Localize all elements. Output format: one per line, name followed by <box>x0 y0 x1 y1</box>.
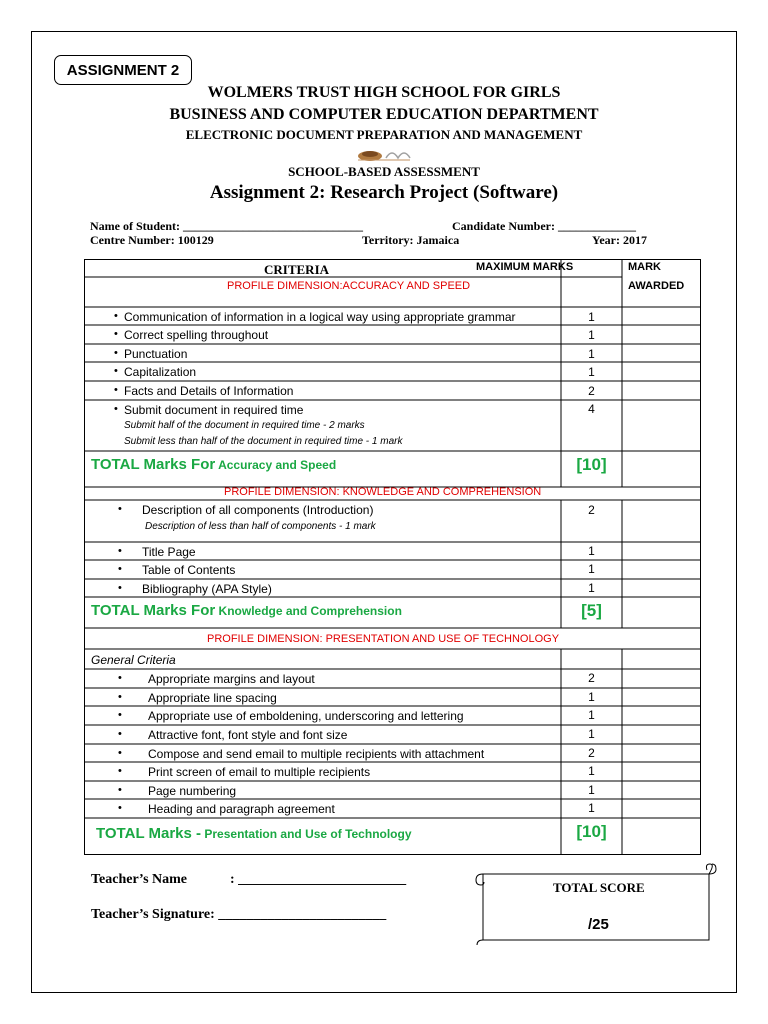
criterion-max: 2 <box>588 671 595 685</box>
criteria-table <box>84 259 701 855</box>
general-criteria-label: General Criteria <box>91 653 176 667</box>
page-title: Assignment 2: Research Project (Software) <box>209 182 559 203</box>
bullet-icon: • <box>114 403 118 415</box>
teacher-signature-field[interactable]: Teacher’s Signature: ________________________ <box>91 907 387 922</box>
teacher-name-field[interactable]: : ________________________ <box>230 872 407 887</box>
column-header-max: MAXIMUM MARKS <box>476 261 574 273</box>
criterion-max: 4 <box>588 402 595 416</box>
school-name: WOLMERS TRUST HIGH SCHOOL FOR GIRLS <box>207 84 561 101</box>
criterion-max: 1 <box>588 310 595 324</box>
column-header-awarded: AWARDED <box>628 280 685 292</box>
bullet-icon: • <box>118 563 122 575</box>
bullet-icon: • <box>114 365 118 377</box>
subject-name: ELECTRONIC DOCUMENT PREPARATION AND MANAGEMENT <box>185 127 583 142</box>
criterion-label: Compose and send email to multiple recipients with attachment <box>148 747 485 761</box>
criterion-max: 1 <box>588 562 595 576</box>
criterion-label: Attractive font, font style and font size <box>148 728 348 742</box>
total-knowledge-value: [5] <box>581 601 602 620</box>
criterion-note: Submit less than half of the document in required time - 1 mark <box>124 436 403 447</box>
criterion-label: Capitalization <box>124 365 197 379</box>
bullet-icon: • <box>114 328 118 340</box>
bullet-icon: • <box>118 672 122 684</box>
criterion-max: 1 <box>588 708 595 722</box>
criterion-label: Description of all components (Introduction) <box>142 503 374 517</box>
criterion-max: 1 <box>588 365 595 379</box>
total-presentation-value: [10] <box>576 822 607 841</box>
total-prefix: TOTAL Marks - <box>96 825 202 842</box>
section-heading-presentation: PROFILE DIMENSION: PRESENTATION AND USE OF TECHNOLOGY <box>207 633 560 645</box>
bullet-icon: • <box>118 784 122 796</box>
criterion-max: 2 <box>588 384 595 398</box>
bullet-icon: • <box>118 545 122 557</box>
column-header-criteria: CRITERIA <box>264 262 330 277</box>
criterion-max: 1 <box>588 544 595 558</box>
criterion-max: 1 <box>588 347 595 361</box>
criterion-max: 1 <box>588 727 595 741</box>
criterion-label: Appropriate margins and layout <box>148 672 315 686</box>
school-emblem-icon <box>350 144 420 166</box>
bullet-icon: • <box>118 691 122 703</box>
bullet-icon: • <box>118 582 122 594</box>
criterion-label: Table of Contents <box>142 563 236 577</box>
criterion-max: 2 <box>588 746 595 760</box>
column-header-mark: MARK <box>628 261 661 273</box>
criterion-label: Bibliography (APA Style) <box>142 582 272 596</box>
bullet-icon: • <box>118 503 122 515</box>
criterion-max: 1 <box>588 690 595 704</box>
section-heading-knowledge: PROFILE DIMENSION: KNOWLEDGE AND COMPREHENSION <box>224 486 542 498</box>
criterion-label: Punctuation <box>124 347 188 361</box>
candidate-number-field[interactable]: Candidate Number: _____________ <box>452 219 637 233</box>
total-prefix: TOTAL Marks For <box>91 456 216 473</box>
criterion-max: 1 <box>588 801 595 815</box>
centre-number: Centre Number: 100129 <box>90 233 214 247</box>
criterion-label: Page numbering <box>148 784 237 798</box>
total-score-value: /25 <box>588 916 609 933</box>
total-prefix: TOTAL Marks For <box>91 602 216 619</box>
criterion-max: 1 <box>588 328 595 342</box>
bullet-icon: • <box>114 384 118 396</box>
total-knowledge-label <box>91 602 402 619</box>
territory: Territory: Jamaica <box>362 233 460 247</box>
bullet-icon: • <box>118 802 122 814</box>
teacher-name-label: Teacher’s Name <box>91 872 188 887</box>
bullet-icon: • <box>118 765 122 777</box>
total-suffix: Knowledge and Comprehension <box>218 604 402 618</box>
total-accuracy-label <box>91 456 336 473</box>
student-name-field[interactable]: Name of Student: ______________________________ <box>90 219 363 233</box>
criterion-note: Description of less than half of components - 1 mark <box>145 521 376 532</box>
bullet-icon: • <box>118 728 122 740</box>
total-presentation-label <box>96 825 412 842</box>
total-suffix: Accuracy and Speed <box>218 458 337 472</box>
bullet-icon: • <box>114 347 118 359</box>
criterion-max: 1 <box>588 581 595 595</box>
criterion-label: Appropriate use of emboldening, underscoring and lettering <box>148 709 464 723</box>
bullet-icon: • <box>114 310 118 322</box>
criterion-max: 1 <box>588 764 595 778</box>
criterion-label: Correct spelling throughout <box>124 328 269 342</box>
total-score-scroll-icon <box>475 862 717 947</box>
total-suffix: Presentation and Use of Technology <box>204 827 412 841</box>
department-name: BUSINESS AND COMPUTER EDUCATION DEPARTMENT <box>169 106 599 123</box>
criterion-label: Print screen of email to multiple recipients <box>148 765 371 779</box>
criterion-label: Heading and paragraph agreement <box>148 802 335 816</box>
criterion-note: Submit half of the document in required time - 2 marks <box>124 420 365 431</box>
total-score-label: TOTAL SCORE <box>553 880 645 895</box>
criterion-label: Submit document in required time <box>124 403 304 417</box>
criterion-label: Facts and Details of Information <box>124 384 294 398</box>
criterion-max: 2 <box>588 503 595 517</box>
criterion-label: Title Page <box>142 545 196 559</box>
bullet-icon: • <box>118 747 122 759</box>
criterion-max: 1 <box>588 783 595 797</box>
assessment-label: SCHOOL-BASED ASSESSMENT <box>288 164 480 179</box>
bullet-icon: • <box>118 709 122 721</box>
year: Year: 2017 <box>592 233 647 247</box>
section-heading-accuracy: PROFILE DIMENSION:ACCURACY AND SPEED <box>227 280 471 292</box>
assignment-badge: ASSIGNMENT 2 <box>54 55 192 85</box>
criterion-label: Appropriate line spacing <box>148 691 277 705</box>
total-accuracy-value: [10] <box>576 455 607 474</box>
criterion-label: Communication of information in a logical way using appropriate grammar <box>124 310 516 324</box>
